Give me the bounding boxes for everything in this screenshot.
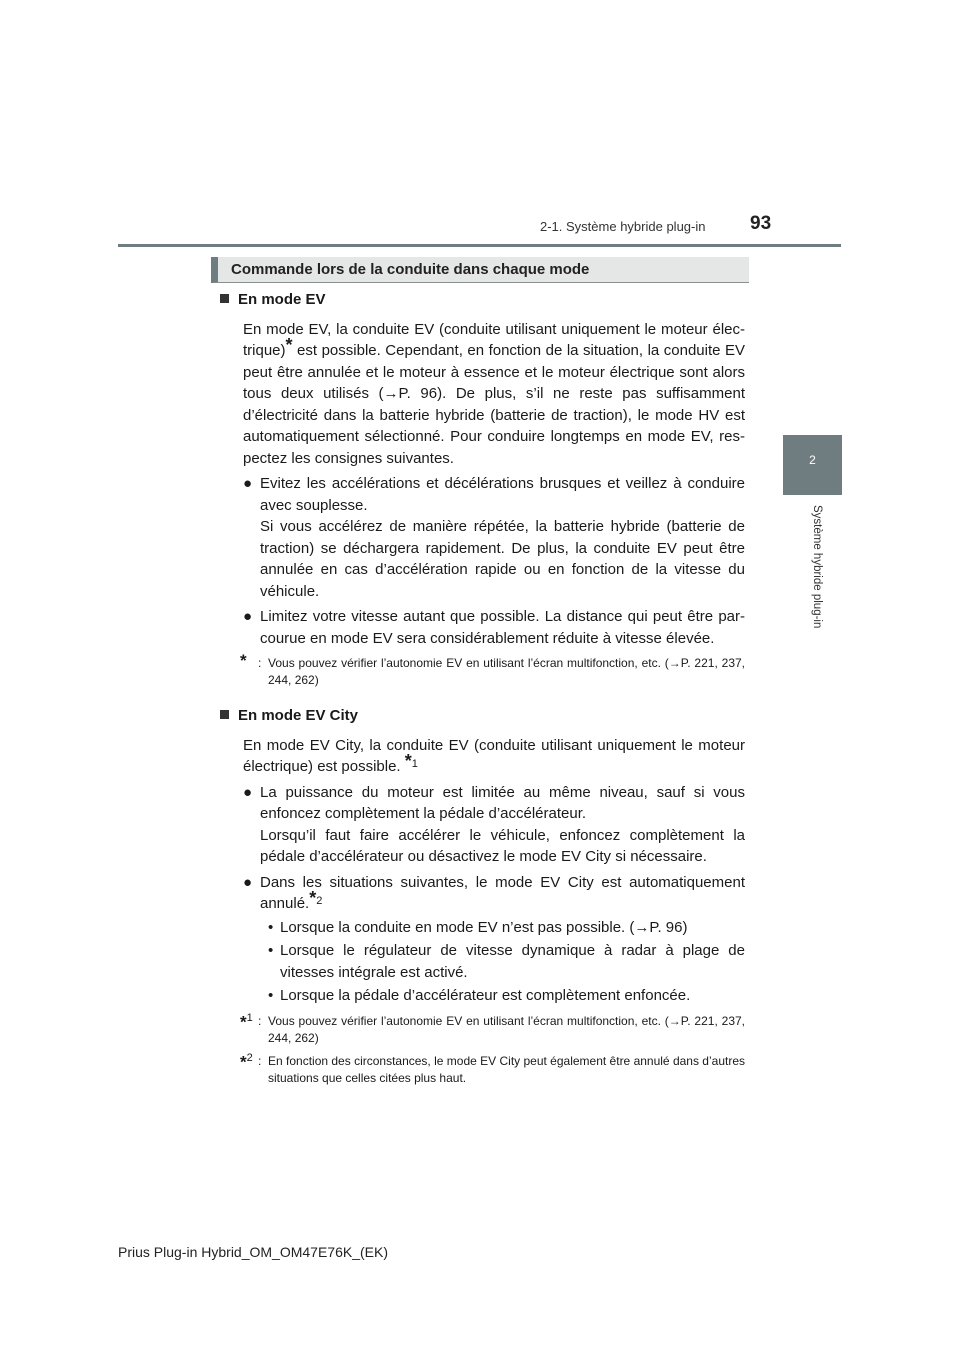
ev-city-paragraph-text: En mode EV City, la conduite EV (conduite utilisant uniquement le moteur électrique) est possible.	[243, 736, 745, 775]
ev-mode-paragraph-b: est possible. Cependant, en fonction de la situation, la conduite EV peut être annulée et le moteur à essence et le moteur électrique sont alors tous deux utilisés (→P. 96). De plus, s’il ne reste pas suffisamment d’électricité dans la batterie hybride (batterie de traction), le mode HV est automatiquement sélectionné. Pour conduire longtemps en mode EV, res-pectez les consignes suivantes.	[243, 342, 745, 467]
list-item-text: Limitez votre vitesse autant que possible. La distance qui peut être par-courue en mode EV sera considérablement réduite à vitesse élevée.	[260, 608, 745, 647]
round-bullet-icon: ●	[243, 608, 253, 625]
list-item-text: Dans les situations suivantes, le mode EV City est automatiquement annulé.	[260, 873, 745, 912]
footnote-ref: *	[285, 335, 293, 355]
footnote-mark: *	[240, 651, 247, 670]
ev-city-heading-text: En mode EV City	[238, 707, 359, 724]
footnote: *$^1$ : Vous pouvez vérifier l’autonomie EV en utilisant l’écran multifonction, etc. (→P. 221, 237, 244, 262)	[240, 1011, 745, 1045]
list-item-text-2: Si vous accélérez de manière répétée, la batterie hybride (batterie de traction) se déchargera rapidement. De plus, la conduite EV peut être annulée en cas d’accélération rapide ou en fonction de la vitesse du véhicule.	[260, 518, 745, 600]
square-bullet-icon	[220, 294, 229, 303]
section-title-box	[211, 257, 749, 283]
footnote: * : Vous pouvez vérifier l’autonomie EV en utilisant l’écran multifonction, etc. (→P. 221, 237, 244, 262)	[240, 651, 745, 687]
footnote-text: En fonction des circonstances, le mode EV City peut également être annulé dans d’autres situations que celles citées plus haut.	[268, 1053, 745, 1085]
chapter-label: Système hybride plug-in	[811, 505, 823, 629]
round-bullet-icon: ●	[243, 873, 253, 891]
chapter-number: 2	[809, 453, 816, 467]
round-bullet-icon: ●	[243, 783, 253, 801]
header-rule	[118, 244, 841, 247]
square-bullet-icon	[220, 710, 229, 719]
ev-city-heading	[220, 705, 745, 727]
round-bullet-icon: ●	[243, 475, 253, 492]
ev-mode-heading-text: En mode EV	[238, 291, 326, 308]
list-item-text: Evitez les accélérations et décélérations brusques et veillez à conduire avec souplesse.	[260, 475, 745, 514]
footnote: *$^2$ : En fonction des circonstances, le mode EV City peut également être annulé dans d’autres situations que celles citées plus haut.	[240, 1051, 745, 1085]
list-item-text: La puissance du moteur est limitée au même niveau, sauf si vous enfoncez complètement la pédale d’accélérateur.	[260, 783, 745, 822]
sub-list-item: • Lorsque le régulateur de vitesse dynamique à radar à plage de vitesses intégrale est activé.	[268, 942, 745, 981]
ev-city-paragraph	[243, 735, 745, 778]
footnote-mark: *$^2$	[240, 1051, 253, 1072]
list-item	[243, 473, 745, 602]
sub-list-item-text: Lorsque la conduite en mode EV n’est pas possible. (→P. 96)	[280, 918, 688, 936]
ev-mode-paragraph-a: En mode EV, la conduite EV (conduite utilisant uniquement le moteur élec-trique)	[243, 320, 745, 359]
list-item	[243, 872, 745, 915]
page-number: 93	[750, 213, 772, 234]
footnote-ref: *1	[404, 751, 418, 771]
sub-list-item: • Lorsque la conduite en mode EV n’est pas possible. (→P. 96)	[268, 918, 688, 936]
sub-list-item: • Lorsque la pédale d’accélérateur est complètement enfoncée.	[268, 987, 691, 1004]
footnote-ref: *2	[309, 888, 323, 908]
footnote-mark: *$^1$	[240, 1011, 253, 1032]
section-header: 2-1. Système hybride plug-in	[540, 219, 706, 234]
ev-mode-paragraph	[243, 319, 745, 470]
list-item	[243, 606, 745, 649]
sub-list-item-text: Lorsque le régulateur de vitesse dynamique à radar à plage de vitesses intégrale est activé.	[280, 942, 745, 981]
ev-mode-heading	[220, 289, 745, 311]
list-item-text-2: Lorsqu’il faut faire accélérer le véhicule, enfoncez complètement la pédale d’accélérateur ou désactivez le mode EV City si nécessaire.	[260, 826, 745, 865]
sub-list-item-text: Lorsque la pédale d’accélérateur est complètement enfoncée.	[280, 987, 691, 1004]
document-footer: Prius Plug-in Hybrid_OM_OM47E76K_(EK)	[118, 1244, 388, 1260]
footnote-text: Vous pouvez vérifier l’autonomie EV en utilisant l’écran multifonction, etc. (→P. 221, 237, 244, 262)	[268, 656, 745, 687]
footnote-text: Vous pouvez vérifier l’autonomie EV en utilisant l’écran multifonction, etc. (→P. 221, 237, 244, 262)	[268, 1013, 745, 1045]
main-content	[220, 289, 745, 1087]
section-title: Commande lors de la conduite dans chaque mode	[231, 261, 590, 278]
list-item	[243, 782, 745, 868]
